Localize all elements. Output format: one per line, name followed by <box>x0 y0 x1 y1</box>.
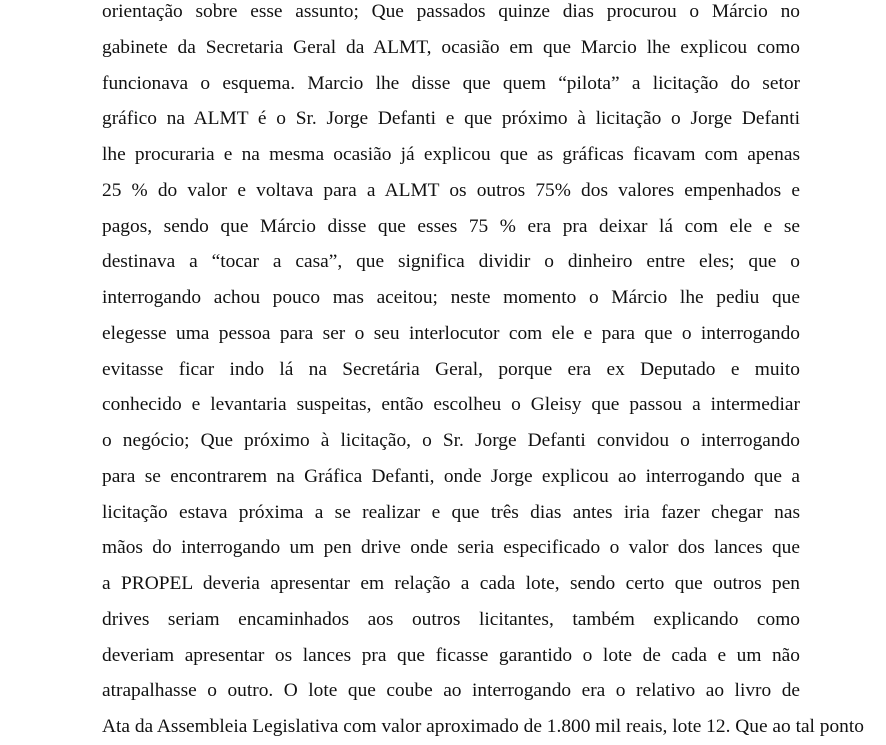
text-line: funcionava o esquema. Marcio lhe disse que quem “pilota” a licitação do setor <box>102 72 800 94</box>
text-line: gabinete da Secretaria Geral da ALMT, ocasião em que Marcio lhe explicou como <box>102 36 800 58</box>
text-line: licitação estava próxima a se realizar e que três dias antes iria fazer chegar nas <box>102 501 800 523</box>
document-body <box>102 0 864 745</box>
text-line: atrapalhasse o outro. O lote que coube ao interrogando era o relativo ao livro de <box>102 680 800 702</box>
text-line: lhe procuraria e na mesma ocasião já explicou que as gráficas ficavam com apenas <box>102 144 800 165</box>
text-line: conhecido e levantaria suspeitas, então escolheu o Gleisy que passou a intermediar <box>102 394 800 416</box>
text-line: para se encontrarem na Gráfica Defanti, onde Jorge explicou ao interrogando que a <box>102 465 800 487</box>
text-line-cut-off: Ata da Assembleia Legislativa com valor aproximado de 1.800 mil reais, lote 12. Que ao tal ponto <box>102 716 864 737</box>
text-line: a PROPEL deveria apresentar em relação a cada lote, sendo certo que outros pen <box>102 573 800 594</box>
text-line: drives seriam encaminhados aos outros licitantes, também explicando como <box>102 608 800 630</box>
text-line: elegesse uma pessoa para ser o seu interlocutor com ele e para que o interrogando <box>102 322 800 344</box>
text-line: evitasse ficar indo lá na Secretária Geral, porque era ex Deputado e muito <box>102 358 800 380</box>
text-line: interrogando achou pouco mas aceitou; neste momento o Márcio lhe pediu que <box>102 287 800 308</box>
text-line: pagos, sendo que Márcio disse que esses 75 % era pra deixar lá com ele e se <box>102 215 800 237</box>
text-line: gráfico na ALMT é o Sr. Jorge Defanti e que próximo à licitação o Jorge Defanti <box>102 108 800 130</box>
text-line: orientação sobre esse assunto; Que passados quinze dias procurou o Márcio no <box>102 1 800 22</box>
text-line: o negócio; Que próximo à licitação, o Sr. Jorge Defanti convidou o interrogando <box>102 430 800 451</box>
text-line: 25 % do valor e voltava para a ALMT os outros 75% dos valores empenhados e <box>102 179 800 201</box>
text-line: mãos do interrogando um pen drive onde seria especificado o valor dos lances que <box>102 537 800 559</box>
text-line: destinava a “tocar a casa”, que significa dividir o dinheiro entre eles; que o <box>102 251 800 273</box>
text-line: deveriam apresentar os lances pra que ficasse garantido o lote de cada e um não <box>102 644 800 666</box>
